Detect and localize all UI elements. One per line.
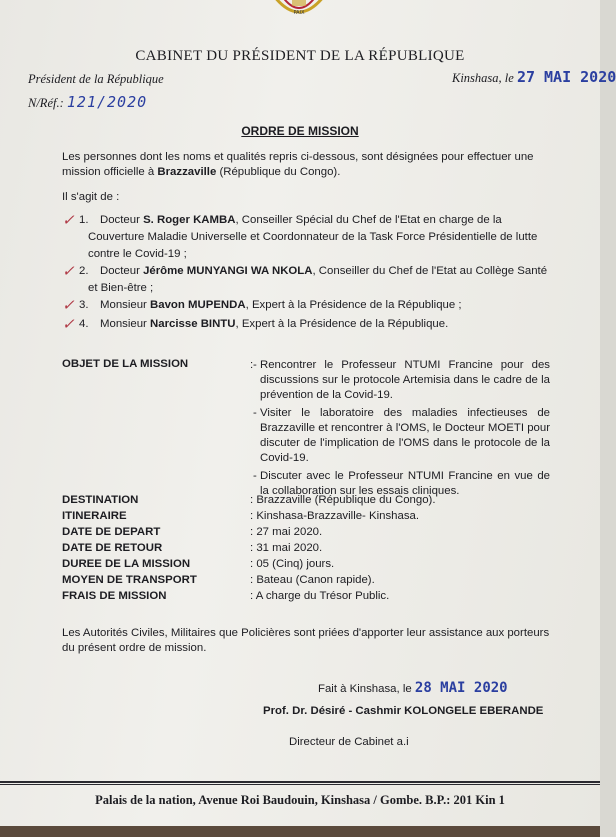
- member-item: [62, 297, 558, 314]
- intro-paragraph: [62, 150, 542, 180]
- signature-handwritten-date: 28 MAI 2020: [414, 680, 508, 696]
- detail-value: : A charge du Trésor Public.: [250, 590, 390, 602]
- coat-of-arms-emblem: [268, 0, 330, 34]
- member-number: 2.: [79, 265, 89, 277]
- signature-date: [318, 680, 508, 696]
- check-mark-icon: ✓: [62, 263, 75, 280]
- detail-label: ITINERAIRE: [62, 510, 127, 522]
- detail-label: MOYEN DE TRANSPORT: [62, 574, 197, 586]
- member-item: [62, 212, 558, 263]
- office-label: Président de la République: [28, 72, 164, 86]
- signatory-name: Prof. Dr. Désiré - Cashmir KOLONGELE EBERANDE: [263, 705, 544, 717]
- objet-list: [253, 358, 550, 499]
- member-name: Bavon MUPENDA: [150, 299, 246, 311]
- objet-item-text: Discuter avec le Professeur NTUMI Francine en vue de la collaboration sur les essais cliniques.: [260, 470, 550, 497]
- reference-number: 121/2020: [66, 93, 148, 111]
- intro-city: Brazzaville: [157, 166, 217, 178]
- detail-value: : 05 (Cinq) jours.: [250, 558, 335, 570]
- detail-label: DUREE DE LA MISSION: [62, 558, 191, 570]
- member-title: Docteur: [100, 265, 140, 277]
- detail-label: DATE DE DEPART: [62, 526, 161, 538]
- objet-item: - Visiter le laboratoire des maladies infectieuses de Brazzaville et rencontrer à l'OMS, le Docteur MOETI pour discuter de l'implication de l'OMS dans le protocole de la Covid-19.: [253, 407, 550, 464]
- detail-value: : Brazzaville (République du Congo).: [250, 494, 436, 506]
- detail-label: FRAIS DE MISSION: [62, 590, 167, 602]
- member-title: Docteur: [100, 214, 140, 226]
- member-name: Jérôme MUNYANGI WA NKOLA: [143, 265, 313, 277]
- objet-item: - Rencontrer le Professeur NTUMI Francine pour des discussions sur le protocole Artemisia dans le cadre de la prévention de la Covid-19.: [253, 359, 550, 401]
- check-mark-icon: ✓: [62, 212, 75, 229]
- reference-label: N/Réf.:: [28, 96, 64, 110]
- detail-value: : Kinshasa-Brazzaville- Kinshasa.: [250, 510, 420, 522]
- member-number: 4.: [79, 318, 89, 330]
- footer-divider-thin: [0, 784, 600, 785]
- closing-paragraph: Les Autorités Civiles, Militaires que Policières sont priées d'apporter leur assistance aux porteurs du présent ordre de mission.: [62, 627, 550, 654]
- intro-text: Les personnes dont les noms et qualités repris ci-dessous, sont désignées pour effectuer une mission officielle à: [62, 151, 534, 178]
- member-number: 1.: [79, 214, 89, 226]
- signature-place-label: Fait à Kinshasa, le: [318, 683, 412, 695]
- objet-item-text: Visiter le laboratoire des maladies infectieuses de Brazzaville et rencontrer à l'OMS, le Docteur MOETI pour discuter de l'implication de l'OMS dans le protocole de la Covid-19.: [260, 407, 550, 464]
- reference: [28, 93, 147, 111]
- member-name: S. Roger KAMBA: [143, 214, 236, 226]
- institution-heading: CABINET DU PRÉSIDENT DE LA RÉPUBLIQUE: [135, 48, 465, 64]
- document-title: ORDRE DE MISSION: [241, 124, 359, 138]
- objet-label: OBJET DE LA MISSION: [62, 358, 189, 370]
- signatory-position: Directeur de Cabinet a.i: [289, 736, 409, 748]
- seal-motto: PAIX: [293, 10, 305, 16]
- place-label: Kinshasa, le: [452, 71, 514, 85]
- member-number: 3.: [79, 299, 89, 311]
- member-role: , Conseiller du Chef de l'Etat au Collège Santé et Bien-être ;: [88, 265, 548, 294]
- detail-label: DESTINATION: [62, 494, 139, 506]
- member-role: , Conseiller Spécial du Chef de l'Etat en charge de la Couverture Maladie Universelle et Coordonnateur de la Task Force Présidentielle de lutte contre le Covid-19 ;: [88, 214, 538, 260]
- handwritten-date: 27 MAI 2020: [516, 68, 616, 86]
- objet-colon: :: [250, 359, 254, 371]
- detail-label: DATE DE RETOUR: [62, 542, 163, 554]
- member-title: Monsieur: [100, 299, 147, 311]
- member-role: , Expert à la Présidence de la République ;: [245, 299, 462, 311]
- member-title: Monsieur: [100, 318, 147, 330]
- check-mark-icon: ✓: [62, 297, 75, 314]
- member-item: [62, 263, 558, 297]
- bottom-edge: [0, 826, 600, 837]
- detail-value: : 27 mai 2020.: [250, 526, 323, 538]
- member-name: Narcisse BINTU: [150, 318, 236, 330]
- detail-value: : Bateau (Canon rapide).: [250, 574, 375, 586]
- list-intro: Il s'agit de :: [62, 191, 120, 203]
- member-item: [62, 316, 558, 333]
- member-role: , Expert à la Présidence de la République.: [235, 318, 449, 330]
- intro-text-end: (République du Congo).: [216, 166, 341, 178]
- objet-item: - Discuter avec le Professeur NTUMI Francine en vue de la collaboration sur les essais cliniques.: [253, 470, 550, 497]
- header-date: [452, 68, 616, 86]
- footer-divider: [0, 781, 600, 783]
- footer-address: Palais de la nation, Avenue Roi Baudouin, Kinshasa / Gombe. B.P.: 201 Kin 1: [95, 793, 505, 807]
- objet-item-text: Rencontrer le Professeur NTUMI Francine pour des discussions sur le protocole Artemisia dans le cadre de la prévention de la Covid-19.: [260, 359, 550, 401]
- detail-value: : 31 mai 2020.: [250, 542, 323, 554]
- check-mark-icon: ✓: [62, 316, 75, 333]
